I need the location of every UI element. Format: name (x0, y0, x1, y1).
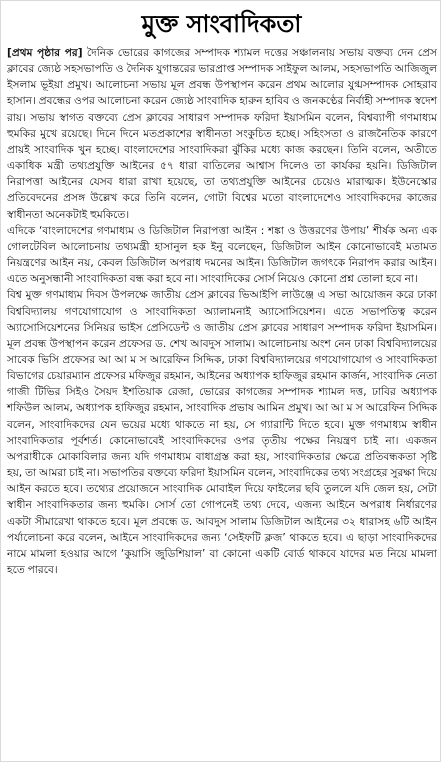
continuation-tag: [ প্রথম পৃষ্ঠার পর ] (7, 47, 83, 59)
paragraph-1 (7, 45, 437, 223)
headline-container (1, 9, 441, 39)
headline: মুক্ত সাংবাদিকতা (141, 9, 302, 38)
paragraph-3: বিশ্ব মুক্ত গণমাধ্যম দিবস উপলক্ষে জাতীয় প্রেস ক্লাবের ভিআইপি লাউঞ্জে এ সভা আয়োজন করে ঢাকা বিশ্ববিদ্যালয় গণযোগাযোগ ও সাংবাদিকতা অ্যালামনাই অ্যাসোসিয়েশন। এতে সভাপতিত্ব করেন অ্যাসোসিয়েশনের সিনিয়র ভাইস প্রেসিডেন্ট ও জাতীয় প্রেস ক্লাবের সাধারণ সম্পাদক ফরিদা ইয়াসমিন। মূল প্রবন্ধ উপস্থাপন করেন প্রফেসর ড. শেখ আবদুস সালাম। আলোচনায় অংশ নেন ঢাকা বিশ্ববিদ্যালয়ের সাবেক ভিসি প্রফেসর আ আ ম স আরেফিন সিদ্দিক, ঢাকা বিশ্ববিদ্যালয়ের গণযোগাযোগ ও সাংবাদিকতা বিভাগের চেয়ারম্যান প্রফেসর মফিজুর রহমান, আইনের অধ্যাপক হাফিজুর রহমান কার্জন, সাংবাদিক নেতা গাজী টিভির সিইও সৈয়দ ইশতিয়াক রেজা, ভোরের কাগজের সম্পাদক শ্যামল দত্ত, ঢাবির অধ্যাপক শফিউল আলম, অধ্যাপক হাফিজুর রহমান, সাংবাদিক প্রভাষ আমিন প্রমুখ। আ আ ম স আরেফিন সিদ্দিক বলেন, সাংবাদিকদের যেন ভয়ের মধ্যে থাকতে না হয়, সে গ্যারান্টি দিতে হবে। মুক্ত গণমাধ্যম স্বাধীন সাংবাদিকতার পূর্বশর্ত। কোনোভাবেই সাংবাদিকদের ওপর তৃতীয় পক্ষের নিয়ন্ত্রণ চাই না। একজন অপরাধীকে মোকাবিলার জন্য যদি গণমাধ্যম বাধাগ্রস্ত করা হয়, সাংবাদিকতার ক্ষেত্রে প্রতিবন্ধকতা সৃষ্টি হয়, তা আমরা চাই না। সভাপতির বক্তব্যে ফরিদা ইয়াসমিন বলেন, সাংবাদিকের তথ্য সংগ্রহের সুরক্ষা দিয়ে আইন করতে হবে। তথ্যের প্রয়োজনে সাংবাদিক মোবাইল দিয়ে ফাইলের ছবি তুললে যদি জেল হয়, সেটা স্বাধীন সাংবাদিকতার জন্য হুমকি। সোর্স তো গোপনেই তথ্য দেবে, এজন্য আইনে অপরাধ নির্ধারণের একটা সীমারেখা থাকতে হবে। মূল প্রবন্ধে ড. আবদুস সালাম ডিজিটাল আইনের ৩২ ধারাসহ ৬টি আইন পর্যালোচনা করে বলেন, আইনে সাংবাদিকদের জন্য ‘সেইফটি ক্লজ’ থাকতে হবে। এ ছাড়া সাংবাদিকদের নামে মামলা হওয়ার আগে ‘কুয়াসি জুডিশিয়াল’ বা কোনো একটি বোর্ড থাকবে যাদের মত নিয়ে মামলা হতে পারবে। (7, 289, 437, 576)
article-body (7, 45, 437, 578)
paragraph-2: এদিকে ‘বাংলাদেশের গণমাধ্যম ও ডিজিটাল নিরাপত্তা আইন : শঙ্কা ও উত্তরণের উপায়’ শীর্ষক অন্য এক গোলটেবিল আলোচনায় তথ্যমন্ত্রী হাসানুল হক ইনু বলেছেন, ডিজিটাল আইন কোনোভাবেই মতামত নিয়ন্ত্রণের আইন নয়, কেবল ডিজিটাল অপরাধ দমনের আইন। ডিজিটাল জগৎকে নিরাপদ করার আইন। এতে অনুসন্ধানী সাংবাদিকতা বন্ধ করা হবে না। সাংবাদিকের সোর্স নিয়েও কোনো প্রশ্ন তোলা হবে না। (7, 224, 437, 286)
paragraph-1-text: দৈনিক ভোরের কাগজের সম্পাদক শ্যামল দত্তের সঞ্চালনায় সভায় বক্তব্য দেন প্রেস ক্লাবের জ্যেষ্ঠ সহসভাপতি ও দৈনিক যুগান্তরের ভারপ্রাপ্ত সম্পাদক সাইফুল আলম, সহসভাপতি আজিজুল ইসলাম ভূইয়া প্রমুখ। আলোচনা সভায় মূল প্রবন্ধ উপস্থাপন করেন প্রথম আলোর যুগ্মসম্পাদক সোহরাব হাসান। প্রবন্ধের ওপর আলোচনা করেন জ্যেষ্ঠ সাংবাদিক হারুন হাবিব ও জনকণ্ঠের নির্বাহী সম্পাদক স্বদেশ রায়। সভায় স্বাগত বক্তব্যে প্রেস ক্লাবের সাধারণ সম্পাদক ফরিদা ইয়াসমিন বলেন, বিশ্বব্যাপী গণমাধ্যম হুমকির মুখে রয়েছে। দিনে দিনে মতপ্রকাশের স্বাধীনতা সংকুচিত হচ্ছে। সহিংসতা ও রাজনৈতিক কারণে প্রায়ই সাংবাদিক খুন হচ্ছে। বাংলাদেশের সাংবাদিকরা ঝুঁকির মধ্যে কাজ করছেন। তিনি বলেন, অতীতে একাধিক মন্ত্রী তথ্যপ্রযুক্তি আইনের ৫৭ ধারা বাতিলের আশ্বাস দিলেও তা কার্যকর হয়নি। ডিজিটাল নিরাপত্তা আইনের যেসব ধারা রাখা হয়েছে, তা তথ্যপ্রযুক্তি আইনের চেয়েও মারাত্মক। ইউনেস্কোর প্রতিবেদনের প্রসঙ্গ উল্লেখ করে তিনি বলেন, গোটা বিশ্বের মতো বাংলাদেশেও সাংবাদিকদের কাজের স্বাধীনতা অনেকটাই হুমকিতে। (7, 47, 437, 221)
